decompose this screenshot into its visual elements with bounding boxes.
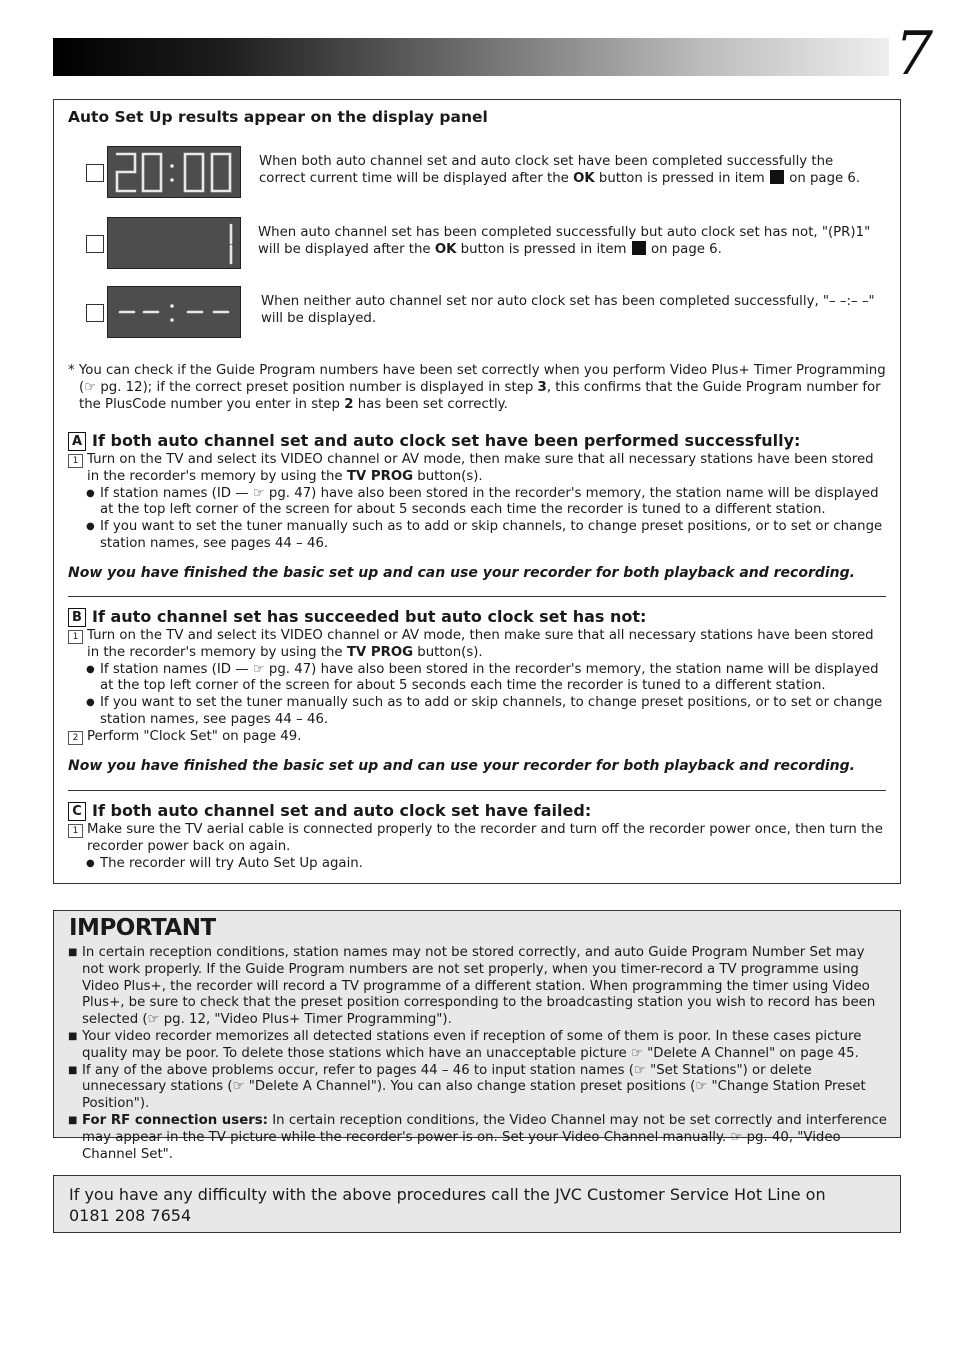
item-reference-icon bbox=[770, 170, 784, 184]
section-divider bbox=[68, 596, 886, 597]
section-heading: C If both auto channel set and auto clock set have failed: bbox=[68, 800, 888, 822]
section-c bbox=[68, 800, 888, 872]
hotline-panel bbox=[53, 1175, 901, 1233]
header-gradient-bar bbox=[53, 38, 889, 76]
item-reference-icon bbox=[632, 241, 646, 255]
section-divider bbox=[68, 790, 886, 791]
reference-hand-icon: ☞ bbox=[633, 1062, 646, 1078]
reference-hand-icon: ☞ bbox=[84, 380, 97, 395]
important-panel bbox=[53, 910, 901, 1162]
section-heading: B If auto channel set has succeeded but auto clock set has not: bbox=[68, 606, 888, 628]
reference-hand-icon: ☞ bbox=[730, 1129, 743, 1145]
result-row-channel bbox=[54, 217, 900, 271]
step-item: 2 Perform "Clock Set" on page 49. bbox=[68, 729, 888, 746]
lcd-display-time bbox=[107, 146, 241, 198]
section-letter-a: A bbox=[68, 432, 86, 451]
reference-hand-icon: ☞ bbox=[630, 1045, 643, 1061]
result-checkbox bbox=[86, 235, 104, 253]
bullet-item: ● If you want to set the tuner manually such as to add or skip channels, to change preset positions, or to set or change station names, see pages 44 – 46. bbox=[68, 695, 888, 729]
reference-hand-icon: ☞ bbox=[252, 661, 265, 677]
section-heading: A If both auto channel set and auto clock set have been performed successfully: bbox=[68, 430, 888, 452]
conclusion-text: Now you have finished the basic set up and can use your recorder for both playback and recording. bbox=[68, 757, 855, 774]
important-item: ■ For RF connection users: In certain reception conditions, the Video Channel may not be set correctly and interference may appear in the TV picture while the recorder's power is on. Set your Video Channel manually. ☞ pg. 40, "Video Channel Set". bbox=[68, 1113, 890, 1163]
result-checkbox bbox=[86, 304, 104, 322]
conclusion-text: Now you have finished the basic set up and can use your recorder for both playback and recording. bbox=[68, 564, 855, 581]
page-number: 7 bbox=[894, 19, 934, 89]
lcd-dashes-icon bbox=[108, 287, 242, 339]
step-number: 1 bbox=[68, 824, 83, 838]
guide-program-note: * You can check if the Guide Program numbers have been set correctly when you perform Video Plus+ Timer Programming (☞ pg. 12); if the correct preset position number is displayed in step 3, this confirms that the Guide Program number for the PlusCode number you enter in step 2 has been set correctly. bbox=[68, 363, 886, 412]
lcd-time-digits-icon bbox=[108, 147, 242, 199]
result-description: When neither auto channel set nor auto clock set has been completed successfully, "– –:– –" will be displayed. bbox=[261, 294, 875, 326]
result-description: When auto channel set has been completed successfully but auto clock set has not, "(PR)1" will be displayed after the OK button is pressed in item on page 6. bbox=[258, 225, 871, 257]
lcd-channel-digit-icon bbox=[108, 218, 242, 270]
important-item: ■ In certain reception conditions, station names may not be stored correctly, and auto Guide Program Number Set may not work properly. If the Guide Program numbers are not set properly, when you timer-record a TV programme using Video Plus+, the recorder will record a TV programme of a different station. When programming the timer using Video Plus+, be sure to check that the preset position corresponding to the broadcasting station you wish to record has been selected (☞ pg. 12, "Video Plus+ Timer Programming"). bbox=[68, 945, 890, 1029]
result-row-failed bbox=[54, 286, 900, 340]
important-item: ■ If any of the above problems occur, refer to pages 44 – 46 to input station names (☞ "Set Stations") or delete unnecessary stations (☞ "Delete A Channel"). You can also change station preset positions (☞ "Change Station Preset Position"). bbox=[68, 1063, 890, 1113]
lcd-display-dashes bbox=[107, 286, 241, 338]
important-item: ■ Your video recorder memorizes all detected stations even if reception of some of them is poor. In these cases picture quality may be poor. To delete those stations which have an unacceptable picture ☞ "Delete A Channel" on page 45. bbox=[68, 1029, 890, 1063]
reference-hand-icon: ☞ bbox=[252, 485, 265, 501]
result-checkbox bbox=[86, 164, 104, 182]
lcd-display-channel bbox=[107, 217, 241, 269]
important-list bbox=[68, 945, 890, 1163]
important-title: IMPORTANT bbox=[69, 915, 216, 941]
bullet-item: ● The recorder will try Auto Set Up again. bbox=[68, 856, 888, 873]
result-description: When both auto channel set and auto clock set have been completed successfully the correct current time will be displayed after the OK button is pressed in item on page 6. bbox=[259, 154, 861, 186]
auto-setup-results-panel bbox=[53, 99, 901, 884]
result-row-time bbox=[54, 146, 900, 200]
hotline-text: If you have any difficulty with the above procedures call the JVC Customer Service Hot Line on 0181 208 7654 bbox=[69, 1185, 826, 1225]
step-item: 1 Turn on the TV and select its VIDEO channel or AV mode, then make sure that all necessary stations have been stored in the recorder's memory by using the TV PROG button(s). bbox=[68, 452, 888, 486]
step-item: 1 Turn on the TV and select its VIDEO channel or AV mode, then make sure that all necessary stations have been stored in the recorder's memory by using the TV PROG button(s). bbox=[68, 628, 888, 662]
bullet-item: ● If station names (ID — ☞ pg. 47) have also been stored in the recorder's memory, the station name will be displayed at the top left corner of the screen for about 5 seconds each time the recorder is tuned to a different station. bbox=[68, 662, 888, 696]
step-number: 1 bbox=[68, 630, 83, 644]
bullet-item: ● If you want to set the tuner manually such as to add or skip channels, to change preset positions, or to set or change station names, see pages 44 – 46. bbox=[68, 519, 888, 553]
step-item: 1 Make sure the TV aerial cable is connected properly to the recorder and turn off the recorder power once, then turn the recorder power back on again. bbox=[68, 822, 888, 856]
results-title: Auto Set Up results appear on the display panel bbox=[68, 108, 488, 126]
reference-hand-icon: ☞ bbox=[147, 1012, 160, 1028]
step-number: 2 bbox=[68, 731, 83, 745]
reference-hand-icon: ☞ bbox=[695, 1079, 708, 1095]
reference-hand-icon: ☞ bbox=[232, 1079, 245, 1095]
section-b bbox=[68, 606, 888, 775]
bullet-item: ● If station names (ID — ☞ pg. 47) have also been stored in the recorder's memory, the station name will be displayed at the top left corner of the screen for about 5 seconds each time the recorder is tuned to a different station. bbox=[68, 486, 888, 520]
step-number: 1 bbox=[68, 454, 83, 468]
section-a bbox=[68, 430, 888, 582]
section-letter-b: B bbox=[68, 608, 86, 627]
section-letter-c: C bbox=[68, 802, 86, 821]
